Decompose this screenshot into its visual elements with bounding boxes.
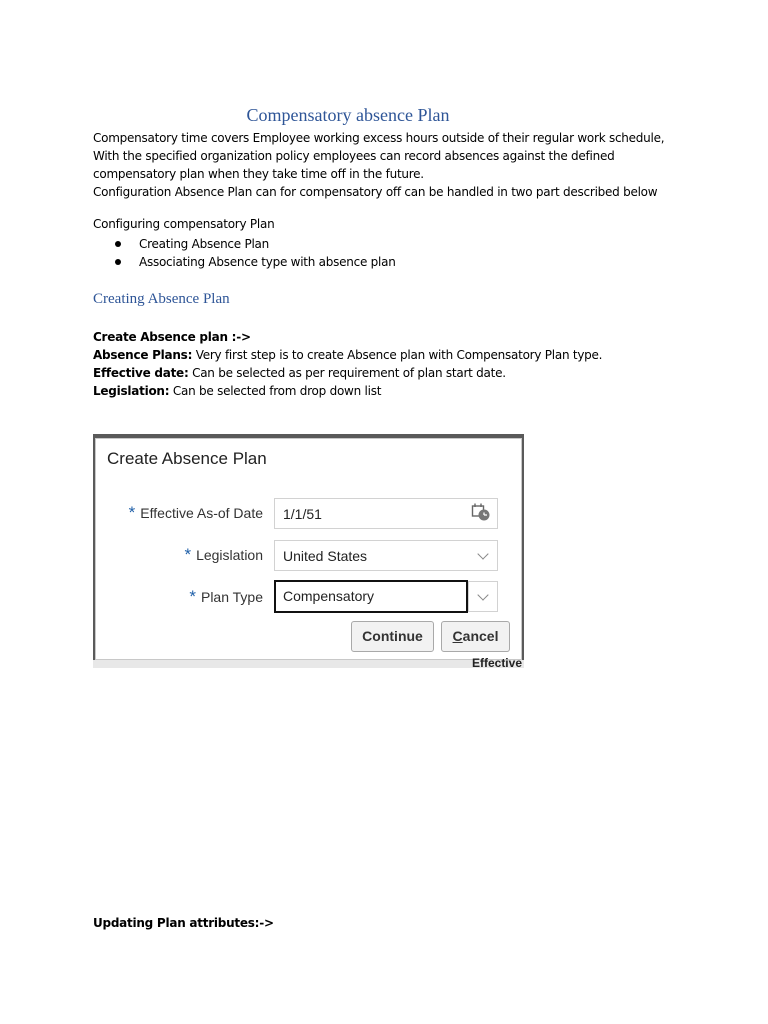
create-absence-plan-dialog — [93, 434, 524, 668]
config-title: Configuring compensatory Plan — [93, 217, 275, 231]
definition-effective-date: Effective date: Can be selected as per requirement of plan start date. — [93, 366, 506, 380]
create-heading: Create Absence plan :-> — [93, 330, 251, 344]
updating-heading: Updating Plan attributes:-> — [93, 916, 274, 930]
plan-type-select[interactable]: Compensatory — [274, 580, 468, 613]
plan-type-label: * Plan Type — [189, 587, 263, 606]
legislation-select[interactable]: United States — [274, 540, 498, 571]
required-marker: * — [184, 545, 192, 564]
bullet-item-creating: Creating Absence Plan — [115, 235, 396, 253]
page-title: Compensatory absence Plan — [246, 105, 450, 125]
intro-line-2: With the specified organization policy employees can record absences against the defined — [93, 149, 615, 163]
definition-absence-plans: Absence Plans: Very first step is to create Absence plan with Compensatory Plan type. — [93, 348, 603, 362]
cut-off-label: Effective — [471, 656, 522, 668]
bullet-item-associating: Associating Absence type with absence plan — [115, 253, 396, 271]
effective-date-input[interactable]: 1/1/51 — [274, 498, 498, 529]
intro-line-3: compensatory plan when they take time off in the future. — [93, 167, 424, 181]
section-heading: Creating Absence Plan — [93, 291, 230, 307]
dialog-title: Create Absence Plan — [107, 449, 267, 468]
calendar-icon[interactable] — [471, 502, 491, 522]
plan-type-dropdown-button[interactable] — [468, 581, 498, 612]
intro-line-1: Compensatory time covers Employee working excess hours outside of their regular work schedule, — [93, 131, 665, 145]
cancel-button[interactable]: Cancel — [441, 621, 510, 652]
intro-paragraph — [93, 129, 693, 201]
required-marker: * — [189, 587, 196, 606]
legislation-label: * Legislation — [184, 545, 263, 564]
continue-button[interactable]: Continue — [351, 621, 434, 652]
intro-line-4: Configuration Absence Plan can for compensatory off can be handled in two part described below — [93, 185, 658, 199]
definitions — [93, 328, 602, 400]
dialog-body — [95, 438, 522, 660]
required-marker: * — [128, 503, 136, 522]
dialog-bottom-strip — [93, 656, 524, 668]
chevron-down-icon — [477, 589, 488, 600]
effective-date-label: * Effective As-of Date — [128, 503, 263, 522]
bullet-list — [115, 235, 396, 271]
definition-legislation: Legislation: Can be selected from drop down list — [93, 384, 382, 398]
